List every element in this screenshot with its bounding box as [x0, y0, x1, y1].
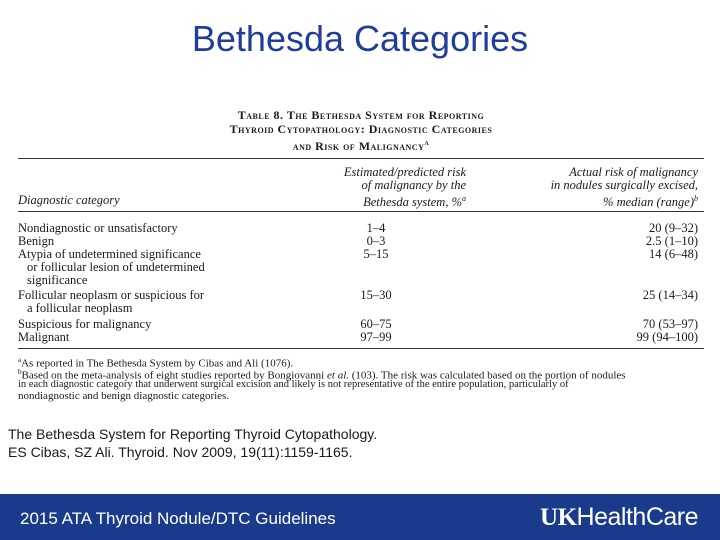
row-estimated: 5–15 — [363, 247, 389, 261]
table-header-rule — [18, 211, 704, 212]
row-estimated: 60–75 — [360, 317, 392, 331]
header-estimated-l1: Estimated/predicted risk — [343, 165, 466, 179]
row-category: Follicular neoplasm or suspicious for — [18, 288, 205, 302]
header-estimated-l3 — [306, 192, 466, 209]
slide-title: Bethesda Categories — [191, 18, 529, 59]
row-category-cont: significance — [27, 273, 88, 287]
footnote-b-sup: b — [18, 368, 22, 376]
citation-line1: The Bethesda System for Reporting Thyroid Cytopathology. — [8, 426, 378, 442]
row-estimated: 1–4 — [366, 221, 386, 235]
header-actual-l1: Actual risk of malignancy — [569, 165, 698, 179]
table-top-rule — [18, 158, 704, 159]
header-actual-l3-text: % median (range) — [603, 195, 694, 210]
footnote-b-line2: in each diagnostic category that underwent surgical excision and likely is not representative of the entire population, particularly of — [18, 379, 569, 390]
logo-healthcare: HealthCare — [576, 503, 698, 531]
row-estimated: 15–30 — [360, 288, 392, 302]
header-estimated — [306, 166, 466, 209]
footer-text: 2015 ATA Thyroid Nodule/DTC Guidelines — [20, 509, 336, 528]
row-category-cont: a follicular neoplasm — [27, 301, 133, 315]
header-actual-l2: in nodules surgically excised, — [550, 178, 698, 192]
footer-bar — [0, 494, 720, 540]
row-category: Benign — [18, 234, 55, 248]
row-category: Malignant — [18, 330, 70, 344]
table-bottom-rule — [18, 348, 704, 349]
row-actual: 70 (53–97) — [642, 317, 698, 331]
table-caption-line1: Table 8. The Bethesda System for Reporting — [237, 108, 485, 122]
logo-uk: UK — [540, 504, 577, 531]
header-actual-sup: b — [694, 194, 698, 203]
row-actual: 20 (9–32) — [649, 221, 698, 235]
row-category: Atypia of undetermined significance — [18, 247, 201, 261]
row-category: Suspicious for malignancy — [18, 317, 152, 331]
header-estimated-l2: of malignancy by the — [361, 178, 466, 192]
citation — [8, 425, 377, 461]
row-actual: 14 (6–48) — [649, 247, 698, 261]
row-estimated: 0–3 — [366, 234, 386, 248]
row-category-cont: or follicular lesion of undetermined — [27, 260, 205, 274]
table-caption-line3-text: and Risk of Malignancy — [292, 139, 425, 153]
table-caption-line2: Thyroid Cytopathology: Diagnostic Categories — [229, 122, 493, 136]
row-category: Nondiagnostic or unsatisfactory — [18, 221, 178, 235]
table-caption-sup: a — [424, 138, 430, 147]
uk-healthcare-logo — [540, 503, 698, 532]
header-category: Diagnostic category — [18, 193, 120, 207]
bethesda-table — [18, 108, 704, 410]
row-actual: 25 (14–34) — [642, 288, 698, 302]
table-caption-line3 — [18, 136, 704, 153]
header-actual — [498, 166, 698, 209]
footnote-b-line3: nondiagnostic and benign diagnostic categories. — [18, 390, 230, 402]
footnote-b-pre: Based on the meta-analysis of eight studies reported by Bongiovanni — [21, 369, 327, 382]
footnote-b-em: et al. — [327, 369, 349, 382]
citation-line2: ES Cibas, SZ Ali. Thyroid. Nov 2009, 19(11):1159-1165. — [8, 444, 353, 460]
row-actual: 99 (94–100) — [636, 330, 698, 344]
header-actual-l3 — [498, 192, 698, 209]
row-estimated: 97–99 — [360, 330, 392, 344]
footnote-b-post: (103). The risk was calculated based on the portion of nodules — [349, 369, 626, 382]
header-estimated-l3-text: Bethesda system, % — [363, 195, 462, 210]
footnote-a-text: As reported in The Bethesda System by Cibas and Ali (1076). — [21, 357, 294, 370]
header-estimated-sup: a — [462, 194, 466, 203]
footnote-a-sup: a — [18, 356, 22, 364]
row-actual: 2.5 (1–10) — [645, 234, 698, 248]
